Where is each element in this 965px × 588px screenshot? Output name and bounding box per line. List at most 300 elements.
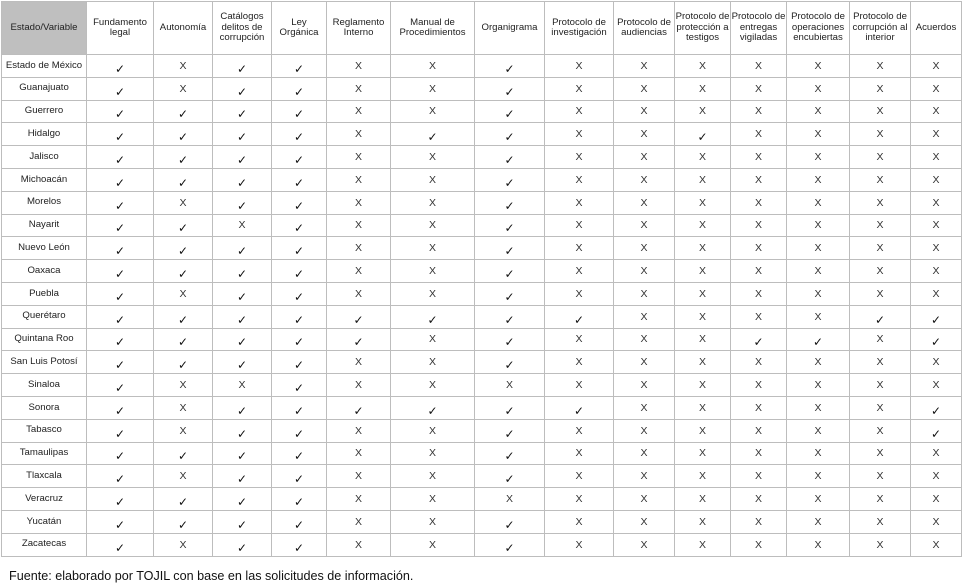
- table-cell: [475, 237, 545, 260]
- check-mark: ✓: [114, 289, 126, 304]
- cross-mark: X: [640, 287, 648, 300]
- table-row: [2, 419, 962, 442]
- table-cell: [154, 146, 213, 169]
- cross-mark: X: [575, 128, 583, 141]
- table-cell: [911, 465, 962, 488]
- table-row: [2, 282, 962, 305]
- check-mark: ✓: [930, 426, 942, 441]
- table-cell: [475, 396, 545, 419]
- table-cell: [87, 260, 154, 283]
- cross-mark: X: [354, 424, 362, 437]
- table-cell: [391, 77, 475, 100]
- table-cell: [850, 465, 911, 488]
- cross-mark: X: [754, 59, 762, 72]
- cross-mark: X: [179, 59, 187, 72]
- check-mark: ✓: [504, 403, 515, 418]
- check-mark: ✓: [930, 403, 942, 418]
- table-cell: [475, 100, 545, 123]
- table-cell: [731, 146, 787, 169]
- table-cell: [545, 100, 614, 123]
- table-row: [2, 488, 962, 511]
- table-cell: [787, 55, 850, 78]
- table-cell: [911, 374, 962, 397]
- cross-mark: X: [428, 287, 436, 300]
- table-cell: [154, 510, 213, 533]
- table-cell: [545, 191, 614, 214]
- cross-mark: X: [179, 470, 187, 483]
- state-name-cell: Guanajuato: [2, 77, 87, 100]
- check-mark: ✓: [930, 312, 942, 327]
- table-cell: [787, 533, 850, 556]
- table-cell: [272, 305, 327, 328]
- cross-mark: X: [754, 356, 762, 369]
- table-cell: [391, 351, 475, 374]
- check-mark: ✓: [236, 61, 248, 76]
- table-cell: [787, 214, 850, 237]
- table-cell: [850, 214, 911, 237]
- check-mark: ✓: [293, 175, 305, 190]
- table-cell: [675, 533, 731, 556]
- check-mark: ✓: [504, 244, 515, 259]
- cross-mark: X: [428, 219, 436, 232]
- table-cell: [675, 191, 731, 214]
- check-mark: ✓: [293, 517, 305, 532]
- check-mark: ✓: [293, 84, 305, 99]
- cross-mark: X: [640, 173, 648, 186]
- table-cell: [87, 510, 154, 533]
- cross-mark: X: [238, 379, 246, 392]
- table-cell: [850, 168, 911, 191]
- table-cell: [87, 77, 154, 100]
- table-cell: [675, 465, 731, 488]
- table-cell: [327, 351, 391, 374]
- table-cell: [911, 77, 962, 100]
- column-header: Fundamento legal: [87, 2, 154, 55]
- check-mark: ✓: [293, 198, 305, 213]
- table-cell: [787, 168, 850, 191]
- table-cell: [475, 328, 545, 351]
- check-mark: ✓: [114, 267, 126, 282]
- table-cell: [272, 328, 327, 351]
- table-cell: [911, 351, 962, 374]
- check-mark: ✓: [504, 175, 515, 190]
- cross-mark: X: [698, 493, 706, 506]
- table-cell: [391, 510, 475, 533]
- table-cell: [87, 237, 154, 260]
- check-mark: ✓: [236, 130, 248, 145]
- cross-mark: X: [575, 447, 583, 460]
- table-cell: [272, 351, 327, 374]
- table-cell: [87, 465, 154, 488]
- check-mark: ✓: [236, 84, 248, 99]
- table-cell: [675, 374, 731, 397]
- table-cell: [614, 488, 675, 511]
- check-mark: ✓: [114, 335, 126, 350]
- check-mark: ✓: [177, 244, 189, 259]
- cross-mark: X: [754, 242, 762, 255]
- check-mark: ✓: [427, 130, 438, 145]
- check-mark: ✓: [293, 403, 305, 418]
- check-mark: ✓: [236, 153, 248, 168]
- table-cell: [391, 328, 475, 351]
- cross-mark: X: [698, 287, 706, 300]
- check-mark: ✓: [177, 130, 189, 145]
- cross-mark: X: [754, 82, 762, 95]
- table-cell: [731, 214, 787, 237]
- table-cell: [545, 419, 614, 442]
- table-cell: [213, 465, 272, 488]
- table-cell: [154, 237, 213, 260]
- table-cell: [675, 305, 731, 328]
- check-mark: ✓: [293, 221, 305, 236]
- table-cell: [327, 146, 391, 169]
- cross-mark: X: [754, 219, 762, 232]
- column-header: Organigrama: [475, 2, 545, 55]
- state-name-cell: Zacatecas: [2, 533, 87, 556]
- check-mark: ✓: [236, 175, 248, 190]
- table-cell: [614, 168, 675, 191]
- table-cell: [154, 419, 213, 442]
- cross-mark: X: [932, 265, 940, 278]
- cross-mark: X: [640, 242, 648, 255]
- table-cell: [475, 465, 545, 488]
- table-cell: [850, 510, 911, 533]
- table-cell: [675, 488, 731, 511]
- table-cell: [154, 191, 213, 214]
- cross-mark: X: [428, 538, 436, 551]
- table-cell: [154, 100, 213, 123]
- table-cell: [731, 442, 787, 465]
- table-cell: [213, 214, 272, 237]
- check-mark: ✓: [236, 449, 248, 464]
- check-mark: ✓: [177, 153, 189, 168]
- cross-mark: X: [754, 493, 762, 506]
- cross-mark: X: [754, 424, 762, 437]
- table-cell: [614, 191, 675, 214]
- cross-mark: X: [814, 310, 822, 323]
- cross-mark: X: [698, 265, 706, 278]
- cross-mark: X: [754, 287, 762, 300]
- column-header: Protocolo de protección a testigos: [675, 2, 731, 55]
- table-cell: [475, 282, 545, 305]
- cross-mark: X: [754, 151, 762, 164]
- table-cell: [731, 77, 787, 100]
- cross-mark: X: [238, 219, 246, 232]
- table-cell: [475, 510, 545, 533]
- table-cell: [545, 396, 614, 419]
- check-mark: ✓: [753, 335, 764, 350]
- cross-mark: X: [814, 265, 822, 278]
- cross-mark: X: [876, 151, 884, 164]
- table-cell: [787, 100, 850, 123]
- column-header: Protocolo de entregas vigiladas: [731, 2, 787, 55]
- table-cell: [154, 168, 213, 191]
- check-mark: ✓: [504, 540, 515, 555]
- table-cell: [731, 488, 787, 511]
- table-cell: [850, 55, 911, 78]
- table-cell: [391, 237, 475, 260]
- cross-mark: X: [640, 470, 648, 483]
- table-cell: [911, 146, 962, 169]
- cross-mark: X: [354, 356, 362, 369]
- cross-mark: X: [428, 333, 436, 346]
- cross-mark: X: [354, 105, 362, 118]
- table-cell: [731, 305, 787, 328]
- check-mark: ✓: [504, 84, 515, 99]
- cross-mark: X: [932, 538, 940, 551]
- cross-mark: X: [814, 59, 822, 72]
- state-name-cell: Tamaulipas: [2, 442, 87, 465]
- table-cell: [391, 305, 475, 328]
- table-cell: [475, 533, 545, 556]
- cross-mark: X: [876, 105, 884, 118]
- table-row: [2, 396, 962, 419]
- check-mark: ✓: [114, 153, 126, 168]
- table-cell: [675, 214, 731, 237]
- cross-mark: X: [179, 401, 187, 414]
- table-cell: [731, 328, 787, 351]
- column-header: Ley Orgánica: [272, 2, 327, 55]
- table-cell: [911, 305, 962, 328]
- table-cell: [731, 191, 787, 214]
- table-cell: [213, 533, 272, 556]
- check-mark: ✓: [236, 289, 248, 304]
- check-mark: ✓: [236, 198, 248, 213]
- check-mark: ✓: [874, 312, 886, 327]
- table-cell: [614, 214, 675, 237]
- cross-mark: X: [640, 538, 648, 551]
- table-cell: [545, 237, 614, 260]
- cross-mark: X: [814, 82, 822, 95]
- cross-mark: X: [698, 59, 706, 72]
- table-cell: [213, 328, 272, 351]
- check-mark: ✓: [114, 403, 126, 418]
- check-mark: ✓: [114, 221, 126, 236]
- cross-mark: X: [932, 242, 940, 255]
- cross-mark: X: [640, 356, 648, 369]
- state-name-cell: Sonora: [2, 396, 87, 419]
- check-mark: ✓: [293, 289, 305, 304]
- table-body: [2, 55, 962, 557]
- check-mark: ✓: [114, 244, 126, 259]
- table-cell: [87, 533, 154, 556]
- cross-mark: X: [575, 59, 583, 72]
- table-row: [2, 351, 962, 374]
- state-name-cell: Jalisco: [2, 146, 87, 169]
- table-cell: [545, 488, 614, 511]
- corner-header: Estado/Variable: [2, 2, 87, 55]
- table-cell: [87, 442, 154, 465]
- table-cell: [272, 396, 327, 419]
- table-cell: [272, 282, 327, 305]
- table-cell: [475, 488, 545, 511]
- table-cell: [850, 419, 911, 442]
- cross-mark: X: [754, 265, 762, 278]
- check-mark: ✓: [114, 107, 126, 122]
- check-mark: ✓: [236, 244, 248, 259]
- cross-mark: X: [754, 105, 762, 118]
- table-cell: [391, 442, 475, 465]
- table-cell: [911, 488, 962, 511]
- check-mark: ✓: [504, 61, 515, 76]
- cross-mark: X: [814, 470, 822, 483]
- table-row: [2, 146, 962, 169]
- check-mark: ✓: [114, 517, 126, 532]
- column-header: Acuerdos: [911, 2, 962, 55]
- check-mark: ✓: [293, 153, 305, 168]
- table-cell: [850, 282, 911, 305]
- table-cell: [850, 100, 911, 123]
- cross-mark: X: [640, 128, 648, 141]
- cross-mark: X: [428, 151, 436, 164]
- cross-mark: X: [575, 82, 583, 95]
- table-cell: [545, 123, 614, 146]
- cross-mark: X: [932, 515, 940, 528]
- table-row: [2, 328, 962, 351]
- cross-mark: X: [354, 82, 362, 95]
- cross-mark: X: [876, 470, 884, 483]
- table-cell: [154, 55, 213, 78]
- check-mark: ✓: [177, 221, 189, 236]
- table-cell: [272, 191, 327, 214]
- table-cell: [545, 374, 614, 397]
- cross-mark: X: [428, 470, 436, 483]
- cross-mark: X: [428, 265, 436, 278]
- column-header: Manual de Procedimientos: [391, 2, 475, 55]
- table-cell: [272, 488, 327, 511]
- table-cell: [87, 146, 154, 169]
- table-cell: [545, 533, 614, 556]
- cross-mark: X: [179, 538, 187, 551]
- table-cell: [391, 214, 475, 237]
- cross-mark: X: [179, 196, 187, 209]
- cross-mark: X: [575, 493, 583, 506]
- table-cell: [391, 396, 475, 419]
- cross-mark: X: [932, 470, 940, 483]
- table-cell: [327, 100, 391, 123]
- table-cell: [475, 191, 545, 214]
- table-cell: [272, 100, 327, 123]
- table-cell: [154, 260, 213, 283]
- table-cell: [614, 77, 675, 100]
- cross-mark: X: [754, 515, 762, 528]
- table-row: [2, 55, 962, 78]
- cross-mark: X: [698, 379, 706, 392]
- table-cell: [391, 282, 475, 305]
- check-mark: ✓: [293, 426, 305, 441]
- cross-mark: X: [932, 219, 940, 232]
- table-row: [2, 533, 962, 556]
- table-cell: [475, 77, 545, 100]
- state-name-cell: Tabasco: [2, 419, 87, 442]
- check-mark: ✓: [504, 426, 515, 441]
- check-mark: ✓: [293, 244, 305, 259]
- table-cell: [327, 282, 391, 305]
- cross-mark: X: [814, 242, 822, 255]
- table-cell: [213, 146, 272, 169]
- table-cell: [327, 419, 391, 442]
- table-cell: [911, 214, 962, 237]
- table-cell: [87, 419, 154, 442]
- state-name-cell: San Luis Potosí: [2, 351, 87, 374]
- table-cell: [787, 328, 850, 351]
- table-cell: [272, 168, 327, 191]
- table-cell: [272, 55, 327, 78]
- table-cell: [675, 351, 731, 374]
- table-cell: [675, 146, 731, 169]
- cross-mark: X: [640, 310, 648, 323]
- table-cell: [545, 146, 614, 169]
- cross-mark: X: [575, 515, 583, 528]
- table-cell: [731, 282, 787, 305]
- cross-mark: X: [814, 424, 822, 437]
- table-cell: [731, 465, 787, 488]
- cross-mark: X: [640, 105, 648, 118]
- check-mark: ✓: [114, 495, 126, 510]
- cross-mark: X: [575, 333, 583, 346]
- cross-mark: X: [814, 401, 822, 414]
- table-cell: [272, 77, 327, 100]
- table-row: [2, 168, 962, 191]
- cross-mark: X: [814, 105, 822, 118]
- table-cell: [850, 351, 911, 374]
- table-cell: [87, 396, 154, 419]
- check-mark: ✓: [353, 312, 364, 327]
- table-cell: [154, 305, 213, 328]
- cross-mark: X: [354, 447, 362, 460]
- cross-mark: X: [640, 515, 648, 528]
- cross-mark: X: [354, 538, 362, 551]
- table-cell: [87, 191, 154, 214]
- table-cell: [272, 374, 327, 397]
- table-cell: [850, 191, 911, 214]
- cross-mark: X: [814, 287, 822, 300]
- table-cell: [787, 146, 850, 169]
- check-mark: ✓: [177, 312, 189, 327]
- table-cell: [87, 55, 154, 78]
- cross-mark: X: [354, 493, 362, 506]
- state-name-cell: Yucatán: [2, 510, 87, 533]
- table-row: [2, 77, 962, 100]
- check-mark: ✓: [177, 267, 189, 282]
- cross-mark: X: [179, 287, 187, 300]
- check-mark: ✓: [236, 403, 248, 418]
- cross-mark: X: [640, 493, 648, 506]
- table-cell: [391, 191, 475, 214]
- table-cell: [391, 374, 475, 397]
- check-mark: ✓: [504, 312, 515, 327]
- cross-mark: X: [354, 515, 362, 528]
- table-cell: [731, 533, 787, 556]
- check-mark: ✓: [504, 449, 515, 464]
- check-mark: ✓: [293, 130, 305, 145]
- source-note: Fuente: elaborado por TOJIL con base en las solicitudes de información.: [9, 569, 414, 583]
- table-cell: [391, 419, 475, 442]
- table-cell: [911, 533, 962, 556]
- table-row: [2, 191, 962, 214]
- table-cell: [675, 510, 731, 533]
- table-row: [2, 123, 962, 146]
- table-cell: [327, 305, 391, 328]
- table-cell: [545, 260, 614, 283]
- cross-mark: X: [354, 242, 362, 255]
- table-cell: [475, 260, 545, 283]
- table-cell: [272, 465, 327, 488]
- table-cell: [675, 260, 731, 283]
- table-cell: [327, 533, 391, 556]
- cross-mark: X: [179, 82, 187, 95]
- cross-mark: X: [575, 105, 583, 118]
